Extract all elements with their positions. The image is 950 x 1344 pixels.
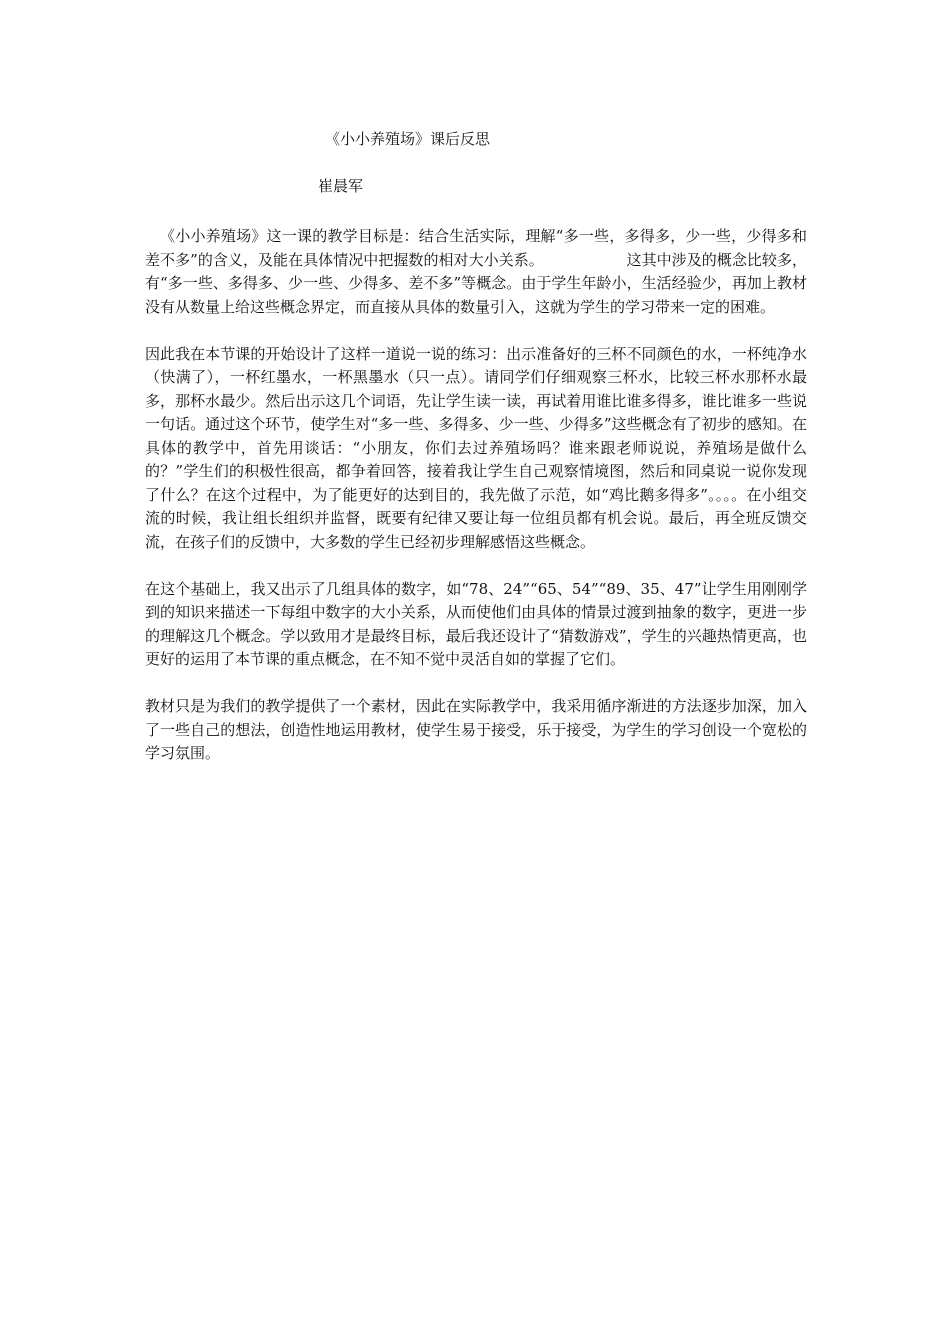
paragraph: 在这个基础上，我又出示了几组具体的数字，如“78、24”“65、54”“89、35、47”让学生用刚刚学到的知识来描述一下每组中数字的大小关系，从而使他们由具体的情景过渡到抽象的数字，更进一步的理解这几个概念。学以致用才是最终目标，最后我还设计了“猜数游戏”，学生的兴趣热情更高，也更好的运用了本节课的重点概念，在不知不觉中灵活自如的掌握了它们。: [145, 579, 807, 668]
document-author: 崔晨军: [318, 177, 364, 195]
document-body: [145, 225, 807, 789]
paragraph: 因此我在本节课的开始设计了这样一道说一说的练习：出示准备好的三杯不同颜色的水，一杯纯净水（快满了），一杯红墨水，一杯黑墨水（只一点）。请同学们仔细观察三杯水，比较三杯水那杯水最多，那杯水最少。然后出示这几个词语，先让学生读一读，再试着用谁比谁多得多，谁比谁多一些说一句话。通过这个环节，使学生对“多一些、多得多、少一些、少得多”这些概念有了初步的感知。在具体的教学中，首先用谈话：“小朋友，你们去过养殖场吗？谁来跟老师说说，养殖场是做什么的？”学生们的积极性很高，都争着回答，接着我让学生自己观察情境图，然后和同桌说一说你发现了什么？在这个过程中，为了能更好的达到目的，我先做了示范，如“鸡比鹅多得多”。。。。在小组交流的时候，我让组长组织并监督，既要有纪律又要让每一位组员都有机会说。最后，再全班反馈交流，在孩子们的反馈中，大多数的学生已经初步理解感悟这些概念。: [145, 344, 807, 551]
paragraph: 教材只是为我们的教学提供了一个素材，因此在实际教学中，我采用循序渐进的方法逐步加深，加入了一些自己的想法，创造性地运用教材，使学生易于接受，乐于接受，为学生的学习创设一个宽松的学习氛围。: [145, 697, 807, 762]
document-title: 《小小养殖场》课后反思: [325, 130, 491, 148]
paragraph: 《小小养殖场》这一课的教学目标是：结合生活实际，理解“多一些，多得多，少一些，少得多和差不多”的含义，及能在具体情况中把握数的相对大小关系。 这其中涉及的概念比较多，有“多一些、多得多、少一些、少得多、差不多”等概念。由于学生年龄小，生活经验少，再加上教材没有从数量上给这些概念界定，而直接从具体的数量引入，这就为学生的学习带来一定的困难。: [145, 227, 807, 316]
